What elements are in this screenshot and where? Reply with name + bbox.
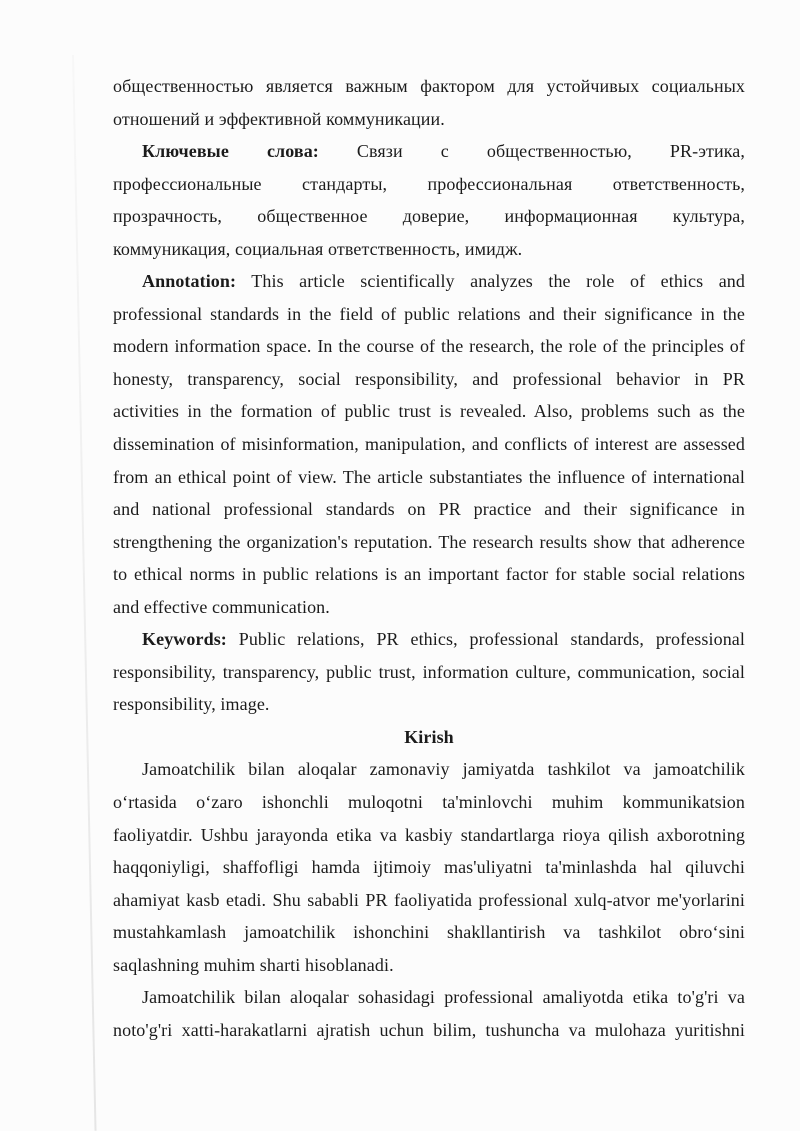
keywords-en-line-3: responsibility, image.: [113, 694, 270, 715]
intro-uz-1-line-2: oʻrtasida oʻzaro ishonchli muloqotni ta'minlovchi muhim kommunikatsion: [113, 792, 745, 813]
page-content: [113, 70, 745, 1046]
annotation-en-line-11: and effective communication.: [113, 596, 330, 617]
intro-uz-1-line-1: Jamoatchilik bilan aloqalar zamonaviy jamiyatda tashkilot va jamoatchilik: [142, 759, 745, 780]
keywords-ru-line-4: коммуникация, социальная ответственность, имидж.: [113, 238, 523, 259]
annotation-en-line-4: honesty, transparency, social responsibility, and professional behavior in PR: [113, 368, 745, 389]
abstract-ru-continuation-line-2: отношений и эффективной коммуникации.: [113, 108, 445, 129]
intro-uz-1-line-3: faoliyatdir. Ushbu jarayonda etika va kasbiy standartlarga rioya qilish axborotning: [113, 824, 745, 845]
keywords-ru-line-1: Ключевые слова: Связи с общественностью, PR-этика,: [142, 141, 745, 162]
annotation-en-line-2: professional standards in the field of public relations and their significance in the: [113, 303, 745, 324]
scan-edge-artifact: [72, 55, 97, 1131]
keywords-ru-line-3: прозрачность, общественное доверие, информационная культура,: [113, 206, 745, 227]
keywords-en-label: Keywords:: [142, 629, 227, 650]
annotation-en-line-8: and national professional standards on PR practice and their significance in: [113, 499, 745, 520]
annotation-en-line-9: strengthening the organization's reputation. The research results show that adherence: [113, 531, 745, 552]
annotation-en-line-5: activities in the formation of public trust is revealed. Also, problems such as the: [113, 401, 745, 422]
intro-uz-2-line-1: Jamoatchilik bilan aloqalar sohasidagi professional amaliyotda etika to'g'ri va: [142, 987, 745, 1008]
annotation-en-line-3: modern information space. In the course of the research, the role of the principles of: [113, 336, 745, 357]
intro-uz-1-line-7: saqlashning muhim sharti hisoblanadi.: [113, 954, 394, 975]
annotation-en-line-7: from an ethical point of view. The article substantiates the influence of international: [113, 466, 745, 487]
intro-uz-1-line-4: haqqoniyligi, shaffofligi hamda ijtimoiy mas'uliyatni ta'minlashda hal qiluvchi: [113, 857, 745, 878]
annotation-en-line-10: to ethical norms in public relations is an important factor for stable social relations: [113, 564, 745, 585]
intro-uz-2-line-2: noto'g'ri xatti-harakatlarni ajratish uchun bilim, tushuncha va mulohaza yuritishni: [113, 1019, 745, 1040]
annotation-en-line-6: dissemination of misinformation, manipulation, and conflicts of interest are assessed: [113, 434, 745, 455]
keywords-ru-label: Ключевые слова:: [142, 141, 319, 162]
abstract-ru-continuation-line-1: общественностью является важным фактором для устойчивых социальных: [113, 76, 745, 96]
annotation-label: Annotation:: [142, 271, 237, 292]
kirish-heading-line-1: Kirish: [404, 726, 454, 747]
keywords-en-line-2: responsibility, transparency, public trust, information culture, communication, social: [113, 661, 745, 682]
intro-uz-1-line-6: mustahkamlash jamoatchilik ishonchini shakllantirish va tashkilot obroʻsini: [113, 922, 745, 943]
intro-uz-1-line-5: ahamiyat kasb etadi. Shu sababli PR faoliyatida professional xulq-atvor me'yorlarini: [113, 889, 745, 910]
annotation-en-line-1: Annotation: This article scientifically analyzes the role of ethics and: [142, 271, 745, 292]
keywords-ru-line-2: профессиональные стандарты, профессиональная ответственность,: [113, 173, 745, 194]
keywords-en-line-1: Keywords: Public relations, PR ethics, professional standards, professional: [142, 629, 745, 650]
